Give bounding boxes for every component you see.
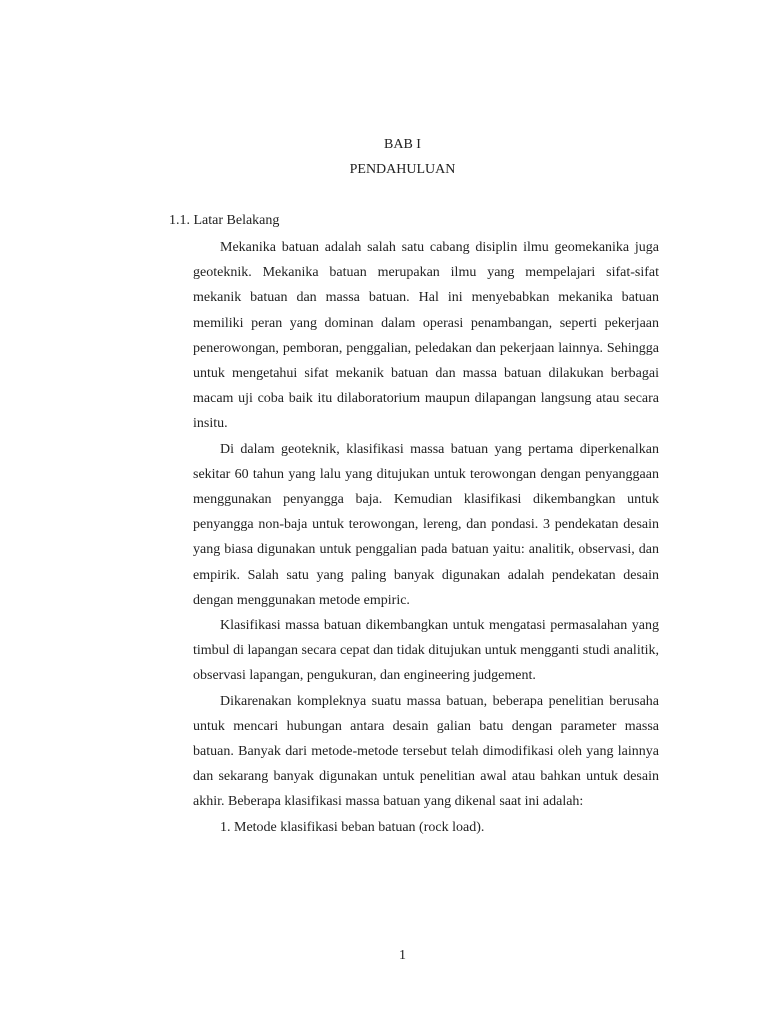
paragraph-3: Klasifikasi massa batuan dikembangkan untuk mengatasi permasalahan yang timbul di lapangan secara cepat dan tidak ditujukan untuk mengganti studi analitik, observasi lapangan, pengukuran, dan engineering judgement. <box>193 618 659 684</box>
paragraph-1: Mekanika batuan adalah salah satu cabang disiplin ilmu geomekanika juga geoteknik. Mekanika batuan merupakan ilmu yang mempelajari sifat-sifat mekanik batuan dan massa batuan. Hal ini menyebabkan mekanika batuan memiliki peran yang dominan dalam operasi penambangan, seperti pekerjaan penerowongan, pemboran, penggalian, peledakan dan pekerjaan lainnya. Sehingga untuk mengetahui sifat mekanik batuan dan massa batuan dilakukan berbagai macam uji coba baik itu dilaboratorium maupun dilapangan langsung atau secara insitu. <box>193 240 659 432</box>
paragraph-2: Di dalam geoteknik, klasifikasi massa batuan yang pertama diperkenalkan sekitar 60 tahun yang lalu yang ditujukan untuk terowongan dengan penyanggaan menggunakan penyangga baja. Kemudian klasifikasi dikembangkan untuk penyangga non-baja untuk terowongan, lereng, dan pondasi. 3 pendekatan desain yang biasa digunakan untuk penggalian pada batuan yaitu: analitik, observasi, dan empirik. Salah satu yang paling banyak digunakan adalah pendekatan desain dengan menggunakan metode empiric. <box>193 441 659 608</box>
chapter-number: BAB I <box>384 137 421 152</box>
section-heading: 1.1. Latar Belakang <box>169 213 280 228</box>
chapter-title: PENDAHULUAN <box>349 162 456 177</box>
body-text <box>193 235 659 840</box>
page-number: 1 <box>399 948 406 963</box>
list-item-1: 1. Metode klasifikasi beban batuan (rock load). <box>220 819 485 835</box>
paragraph-4: Dikarenakan kompleknya suatu massa batuan, beberapa penelitian berusaha untuk mencari hubungan antara desain galian batu dengan parameter massa batuan. Banyak dari metode-metode tersebut telah dimodifikasi oleh yang lainnya dan sekarang banyak digunakan untuk penelitian awal atau bahkan untuk desain akhir. Beberapa klasifikasi massa batuan yang dikenal saat ini adalah: <box>193 693 659 810</box>
